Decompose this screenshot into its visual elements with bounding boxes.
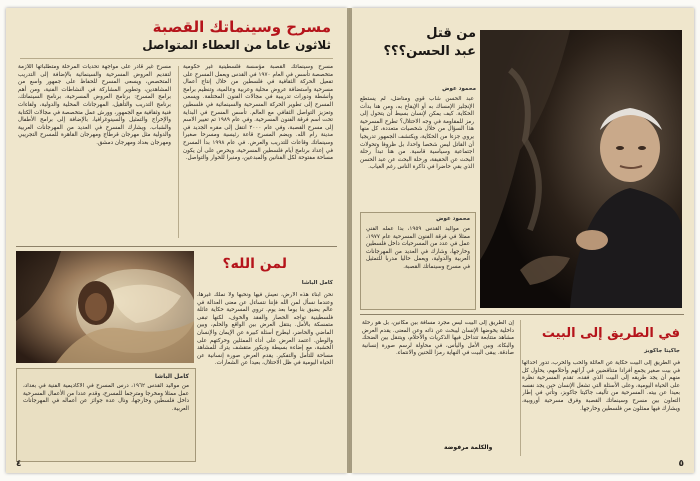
play-photo-woman [16, 251, 194, 363]
play-photo-man-illustration [480, 30, 682, 308]
author-bio-box [16, 368, 196, 462]
who-killed-byline: محمود عوض [442, 86, 476, 92]
actor-bio-text: من مواليد القدس ١٩٥٩، بدأ عمله الفني ممثلا في فرقة الفنون المسرحية عام ١٩٧٧، عمل في عدد من المسرحيات داخل فلسطين وخارجها، وشارك في العديد من المهرجانات العربية والدولية، ويعمل حاليا مدربا للتمثيل في مسرح وسينماتك القصبة. [366, 226, 470, 270]
who-killed-title-line2: عبد الحسن؟؟؟ [383, 44, 476, 59]
theatre-article-column-left: مسرح غير قادر على مواجهة تحديات المرحلة ومتطلباتها اللازمة لتقديم العروض المسرحية والسينمائية بالإضافة إلى التدريب المتخصص، ويسعى المسرح للحفاظ على جمهور واسع من المشاهدين، وتطوير المشاركة في النشاطات الفنية، ومن أهم برامج المسرح: برنامج العروض المسرحية، برنامج السينماتك، برنامج التدريب والتأهيل، المهرجانات المحلية والدولية، ولقاءات فنية وثقافية مع الجمهور، وورش عمل متخصصة في مجالات الكتابة والإخراج والتمثيل والسينوغرافيا، بالإضافة إلى برامج الأطفال والشباب. ويشارك المسرح في العديد من المهرجانات العربية والدولية مثل مهرجان قرطاج ومهرجان القاهرة للمسرح التجريبي ومهرجان بغداد ومهرجان دمشق. [18, 64, 171, 146]
who-killed-title-line1: من قتل [426, 26, 476, 41]
author-bio-text: من مواليد القدس ١٩٦٢، درس المسرح في الأكاديمية الفنية في بغداد، عمل ممثلا ومخرجا ومترجما للمسرح، وقدم عددا من الأعمال المسرحية داخل فلسطين وخارجها، ونال عدة جوائز عن أعماله في المهرجانات العربية. [23, 383, 189, 412]
play-photo-man [480, 30, 682, 308]
theatre-article-column-right: مسرح وسينماتك القصبة مؤسسة فلسطينية غير حكومية متخصصة تأسس في العام ١٩٧٠ في القدس ويعمل المسرح على تفعيل الحركة الثقافية في فلسطين من خلال إنتاج أعمال مسرحية واستضافة عروض محلية وعربية وعالمية، وتنظيم برامج وأنشطة ودورات تدريبية في مجالات الفنون المختلفة. ويسعى المسرح إلى تطوير الحركة المسرحية والسينمائية في فلسطين وتعزيز التواصل الثقافي مع العالم. تأسس المسرح في البداية تحت اسم فرقة الفنون المسرحية. وفي عام ١٩٨٩ تم تغيير الاسم إلى مسرح القصبة، وفي عام ٢٠٠٠ انتقل إلى مقره الجديد في مدينة رام الله. ويضم المسرح قاعة رئيسية ومسرحا صغيرا وسينماتك وقاعات للتدريب والعرض. في عام ١٩٩٨ بدأ المسرح في إعداد برنامج أيام فلسطين المسرحية، ويحرص على أن يكون مساحة مفتوحة لكل الفنانين والمبدعين، ومنبرا للحوار والتواصل. [183, 64, 333, 162]
way-home-byline: جاكيتا جاكوبز [644, 348, 680, 354]
who-is-god-title: لمن الله؟ [222, 256, 287, 272]
left-page [6, 8, 347, 473]
who-is-god-body: نحن أبناء هذه الأرض، نعيش فيها ونحبها ولا نملك غيرها، وعندما نسأل لمن الله فإننا نتساءل عن معنى العدالة في عالم يضيق بنا يوما بعد يوم. تروي المسرحية حكاية عائلة فلسطينية تواجه الحصار والفقد والخوف، لكنها تبقى متمسكة بالأمل. ينتقل العرض بين الواقع والحلم، وبين الماضي والحاضر، ليطرح أسئلة كبيرة عن الإيمان والإنسان والوطن. اعتمد العرض على أداء الممثلين وحركتهم على الخشبة، مع إضاءة بسيطة وديكور متقشف يترك للمشاهد مساحة للتأمل والتفكير. يقدم العرض صورة إنسانية عن الحياة اليومية في ظل الاحتلال، بعيدا عن الشعارات. [197, 292, 333, 367]
theatre-article-title: مسرح وسينماتك القصبة [152, 18, 331, 36]
who-killed-body: عبد الحسن شاب قوي ومناضل، لم يستطع الإنجليز الإمساك به أو الإيقاع به، ومن هنا بدأت الحكاية. كيف يمكن لإنسان بسيط أن يتحول إلى رمز للمقاومة في وجه الاحتلال؟ تطرح المسرحية هذا السؤال من خلال شخصيات متعددة، كل منها يروي جزءا من الحكاية، ويكتشف الجمهور تدريجيا أن القاتل ليس شخصا واحدا، بل ظروفا وتحولات اجتماعية وسياسية قاسية. من هنا تبدأ رحلة البحث عن الحقيقة، ورحلة البحث عن عبد الحسن الذي بقي حاضرا في ذاكرة الناس رغم الغياب. [360, 96, 474, 171]
section-divider-right [360, 314, 684, 315]
actor-bio-box [360, 212, 476, 310]
who-is-god-byline: كامل الباشا [301, 280, 333, 286]
play-photo-illustration [16, 251, 194, 363]
right-page [352, 8, 694, 473]
column-divider-right [520, 320, 521, 456]
header-divider [20, 58, 333, 59]
way-home-signature: والكلمة مرفوضة [444, 444, 493, 451]
page-number-left: ٤ [16, 459, 22, 469]
section-divider [16, 246, 337, 247]
column-divider [178, 66, 179, 238]
way-home-column-left: إن الطريق إلى البيت ليس مجرد مسافة بين مكانين، بل هو رحلة داخلية يخوضها الإنسان ليبحث عن ذاته وعن المعنى. يقدم العرض مشاهد متتابعة تتداخل فيها الذكريات والأحلام، ويتنقل بين الضحك والبكاء، وبين الأمل واليأس، في محاولة لرسم صورة إنسانية صادقة. يبقى البيت في النهاية رمزا للحنين والانتماء. [362, 320, 514, 357]
theatre-article-subtitle: ثلاثون عاما من العطاء المتواصل [142, 38, 331, 52]
actor-bio-name: محمود عوض [436, 216, 470, 222]
way-home-title: في الطريق إلى البيت [541, 326, 680, 341]
author-bio-name: كامل الباشا [154, 373, 189, 380]
way-home-column-right: في الطريق إلى البيت حكاية عن العائلة والحب والحرب، تدور أحداثها في بيت صغير يجمع أفرادا متناقضين في آرائهم وأحلامهم، يحاول كل منهم أن يجد طريقه إلى البيت الذي فقده. تقدم المسرحية نظرة على الحياة اليومية، وعلى الأسئلة التي تشغل الإنسان حين يجد نفسه بعيدا عن بيته. المسرحية من تأليف جاكيتا جاكوبز، وتأتي في إطار التعاون بين مسرح وسينماتك القصبة وفرق مسرحية أوروبية، ويشارك فيها ممثلون من فلسطين وخارجها. [522, 360, 680, 412]
page-number-right: ٥ [678, 459, 684, 469]
